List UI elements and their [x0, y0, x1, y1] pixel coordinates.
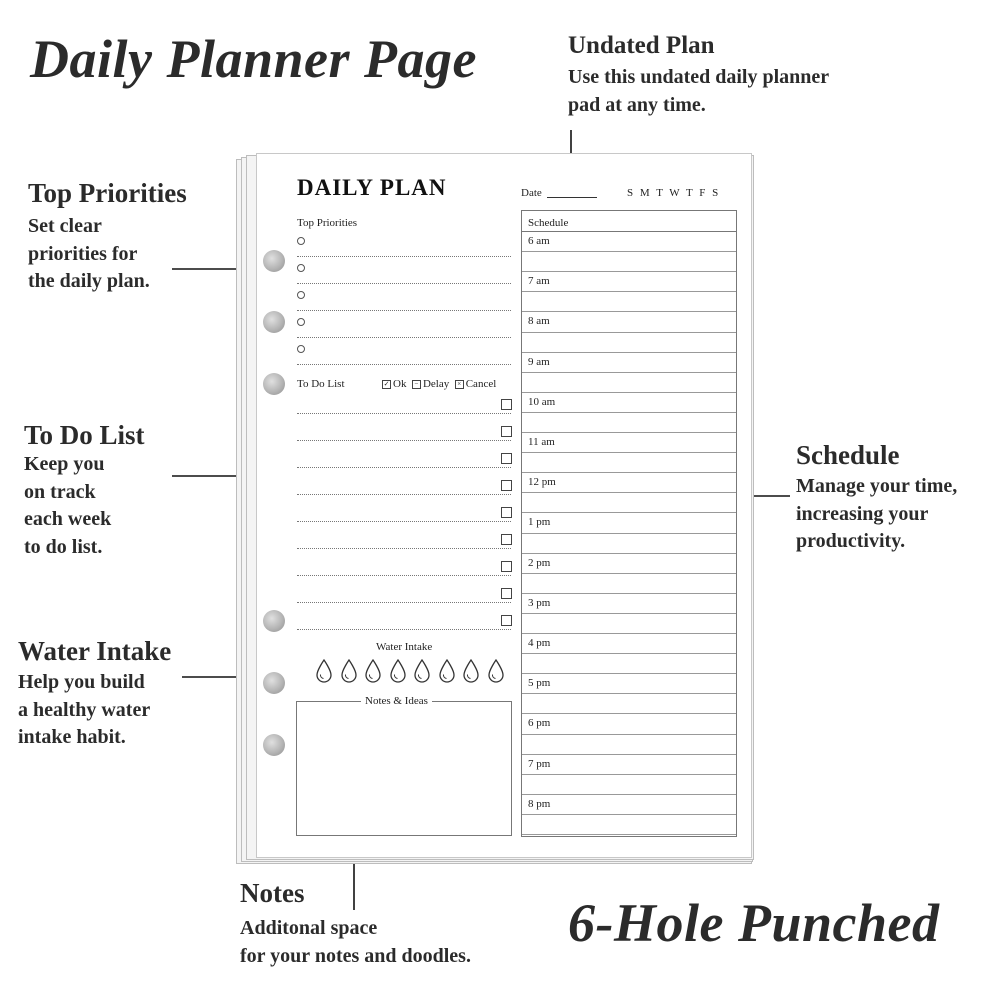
- punch-hole: [263, 610, 285, 632]
- hour-line[interactable]: [522, 311, 736, 312]
- half-hour-line[interactable]: [522, 492, 736, 493]
- annotation-heading: Undated Plan: [568, 32, 715, 59]
- annotation-line: Use this undated daily planner: [568, 66, 830, 88]
- half-hour-line[interactable]: [522, 814, 736, 815]
- hour-line[interactable]: [522, 392, 736, 393]
- date-label: Date: [521, 187, 542, 199]
- delay-icon: −: [412, 380, 421, 389]
- annotation-line: increasing your: [796, 502, 929, 525]
- schedule-box: [521, 210, 737, 837]
- annotation-line: to do list.: [24, 535, 103, 558]
- half-hour-line[interactable]: [522, 372, 736, 373]
- hour-line[interactable]: [522, 512, 736, 513]
- todo-label: To Do List: [297, 378, 345, 390]
- punch-hole: [263, 734, 285, 756]
- water-drop-icon[interactable]: [488, 659, 504, 683]
- footer-title: 6-Hole Punched: [568, 893, 940, 953]
- hour-label: 6 pm: [528, 717, 551, 730]
- todo-line[interactable]: [297, 548, 511, 549]
- hour-label: 6 am: [528, 235, 550, 247]
- todo-checkbox[interactable]: [501, 588, 512, 599]
- annotation-heading: Schedule: [796, 440, 900, 470]
- water-drop-icon[interactable]: [365, 659, 381, 683]
- half-hour-line[interactable]: [522, 452, 736, 453]
- hour-label: 9 am: [528, 355, 550, 368]
- hour-line[interactable]: [522, 432, 736, 433]
- hour-line[interactable]: [522, 673, 736, 674]
- legend-ok: Ok: [393, 378, 407, 390]
- todo-checkbox[interactable]: [501, 426, 512, 437]
- legend-delay: Delay: [422, 378, 450, 390]
- half-hour-line[interactable]: [522, 332, 736, 333]
- annotation-line: each week: [24, 508, 112, 530]
- half-hour-line[interactable]: [522, 291, 736, 292]
- priority-bullet[interactable]: [297, 237, 305, 245]
- notes-label: Notes & Ideas: [361, 695, 432, 707]
- priority-bullet[interactable]: [297, 345, 305, 353]
- hour-line[interactable]: [522, 713, 736, 714]
- todo-line[interactable]: [297, 629, 511, 630]
- annotation-line: intake habit.: [18, 726, 126, 748]
- annotation-heading: To Do List: [24, 420, 145, 450]
- hour-label: 7 am: [528, 275, 550, 288]
- todo-checkbox[interactable]: [501, 399, 512, 410]
- hour-label: 2 pm: [528, 556, 551, 569]
- punch-hole: [263, 373, 285, 395]
- annotation-line: Set clear: [28, 215, 102, 237]
- notes-box[interactable]: [296, 701, 512, 836]
- hour-line[interactable]: [522, 794, 736, 795]
- priority-bullet[interactable]: [297, 264, 305, 272]
- annotation-heading: Notes: [240, 878, 305, 908]
- hour-line[interactable]: [522, 352, 736, 353]
- todo-checkbox[interactable]: [501, 507, 512, 518]
- annotation-line: productivity.: [796, 530, 906, 552]
- hour-line[interactable]: [522, 593, 736, 594]
- todo-line[interactable]: [297, 602, 511, 603]
- half-hour-line[interactable]: [522, 613, 736, 614]
- todo-line[interactable]: [297, 413, 511, 414]
- schedule-header-rule: [522, 231, 736, 232]
- priority-line[interactable]: [297, 283, 511, 284]
- hour-line[interactable]: [522, 553, 736, 554]
- half-hour-line[interactable]: [522, 693, 736, 694]
- todo-checkbox[interactable]: [501, 453, 512, 464]
- annotation-line: pad at any time.: [568, 93, 706, 116]
- hour-label: 7 pm: [528, 757, 551, 770]
- annotation-heading: Top Priorities: [28, 178, 187, 208]
- annotation-line: for your notes and doodles.: [240, 944, 471, 967]
- hour-label: 12 pm: [528, 476, 556, 489]
- water-drop-icon[interactable]: [463, 659, 479, 683]
- todo-line[interactable]: [297, 467, 511, 468]
- annotation-heading: Water Intake: [18, 636, 172, 666]
- hour-line[interactable]: [522, 633, 736, 634]
- hour-label: 4 pm: [528, 637, 551, 649]
- hour-label: 11 am: [528, 436, 555, 448]
- legend: [382, 378, 496, 390]
- annotation-line: Keep you: [24, 453, 105, 475]
- annotation-line: a healthy water: [18, 698, 151, 721]
- top-priorities-label: Top Priorities: [297, 217, 358, 229]
- todo-checkbox[interactable]: [501, 480, 512, 491]
- todo-line[interactable]: [297, 494, 511, 495]
- priority-bullet[interactable]: [297, 291, 305, 299]
- water-drop-icon[interactable]: [414, 659, 430, 683]
- hour-label: 5 pm: [528, 677, 551, 690]
- hour-label: 10 am: [528, 395, 556, 408]
- date-field[interactable]: [547, 197, 597, 198]
- half-hour-line[interactable]: [522, 734, 736, 735]
- water-drop-icon[interactable]: [341, 659, 357, 683]
- half-hour-line[interactable]: [522, 412, 736, 413]
- hour-line[interactable]: [522, 271, 736, 272]
- half-hour-line[interactable]: [522, 774, 736, 775]
- todo-line[interactable]: [297, 440, 511, 441]
- annotation-line: Additonal space: [240, 917, 378, 939]
- half-hour-line[interactable]: [522, 653, 736, 654]
- hour-line[interactable]: [522, 834, 736, 835]
- annotation-line: priorities for: [28, 242, 138, 265]
- todo-checkbox[interactable]: [501, 615, 512, 626]
- half-hour-line[interactable]: [522, 573, 736, 574]
- priority-line[interactable]: [297, 364, 511, 365]
- priority-bullet[interactable]: [297, 318, 305, 326]
- hour-label: 1 pm: [528, 516, 551, 529]
- hour-line[interactable]: [522, 472, 736, 473]
- hour-label: 8 pm: [528, 797, 551, 810]
- planner-page: [256, 153, 752, 858]
- priority-line[interactable]: [297, 337, 511, 338]
- cancel-icon: ×: [455, 380, 464, 389]
- annotation-line: Manage your time,: [796, 475, 958, 497]
- priority-line[interactable]: [297, 310, 511, 311]
- annotation-line: the daily plan.: [28, 270, 150, 292]
- punch-hole: [263, 672, 285, 694]
- annotation-line: Help you build: [18, 671, 145, 693]
- planner-title: DAILY PLAN: [297, 175, 447, 200]
- water-drop-icon[interactable]: [439, 659, 455, 683]
- todo-checkbox[interactable]: [501, 561, 512, 572]
- ok-icon: ✓: [383, 379, 390, 388]
- annotation-line: on track: [24, 480, 96, 503]
- todo-line[interactable]: [297, 521, 511, 522]
- hour-label: 8 am: [528, 315, 550, 328]
- todo-line[interactable]: [297, 575, 511, 576]
- legend-cancel: Cancel: [465, 378, 497, 390]
- priority-line[interactable]: [297, 256, 511, 257]
- weekdays: S M T W T F S: [627, 187, 721, 199]
- punch-hole: [263, 250, 285, 272]
- page-title: Daily Planner Page: [30, 29, 477, 89]
- schedule-label: Schedule: [528, 217, 569, 229]
- hour-line[interactable]: [522, 754, 736, 755]
- punch-hole: [263, 311, 285, 333]
- todo-checkbox[interactable]: [501, 534, 512, 545]
- half-hour-line[interactable]: [522, 251, 736, 252]
- water-intake-label: Water Intake: [376, 641, 433, 653]
- half-hour-line[interactable]: [522, 533, 736, 534]
- hour-label: 3 pm: [528, 596, 551, 609]
- water-drop-icon[interactable]: [390, 659, 406, 683]
- water-drop-icon[interactable]: [316, 659, 332, 683]
